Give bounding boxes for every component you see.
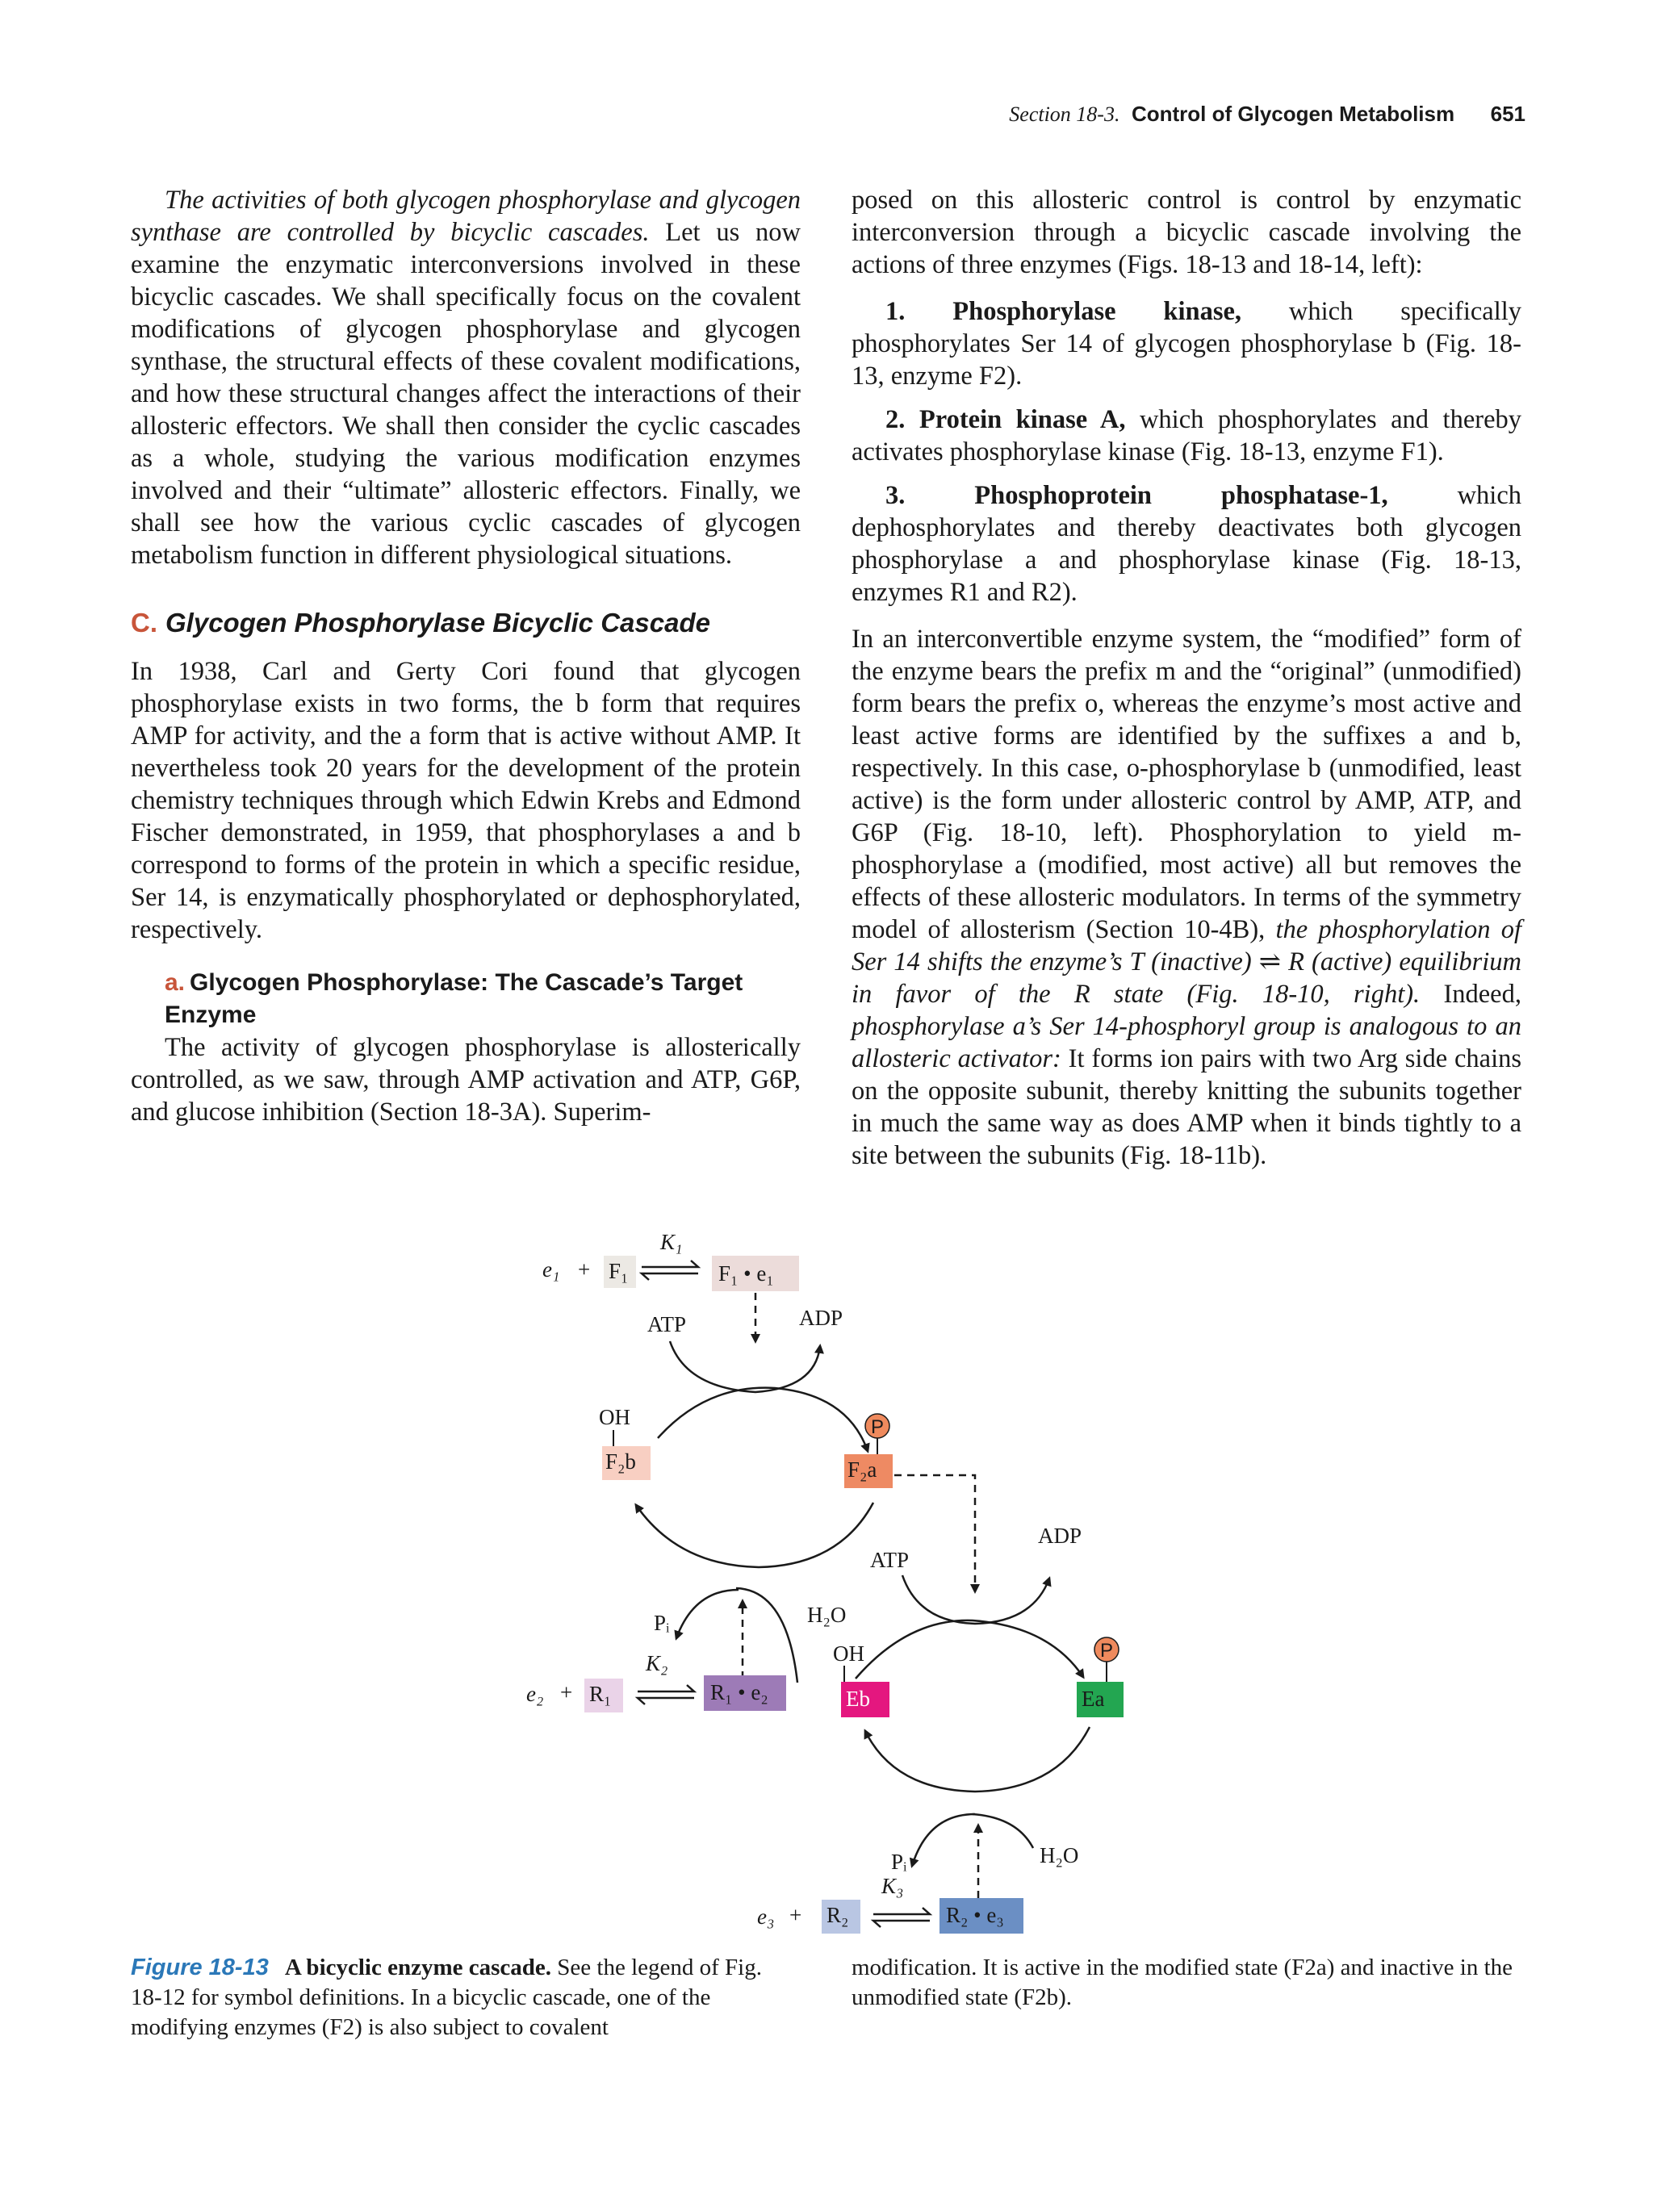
- h2o-intake-curve-1: [736, 1588, 797, 1683]
- section-letter: C.: [131, 608, 157, 638]
- phosphate-label-2: P: [1099, 1640, 1114, 1662]
- item-name: Phosphorylase kinase,: [952, 297, 1242, 326]
- section-reference: Section 18-3.: [1009, 102, 1120, 126]
- cascade-diagram: [500, 1211, 1162, 1961]
- R2e3-label: R₂ • e₃: [946, 1903, 1004, 1927]
- plus-sign-3: +: [789, 1903, 802, 1927]
- oh-label-1: OH: [599, 1405, 630, 1429]
- page-header: [807, 102, 1525, 134]
- item-text: which phosphorylates and thereby activates phosphorylase kinase (Fig. 18-13, enzyme F1).: [852, 405, 1521, 466]
- figure-caption: [131, 1953, 776, 2043]
- section-heading: [131, 607, 801, 639]
- figure-label: Figure 18-13: [131, 1955, 269, 1980]
- dephosphorylation-arc-1: [636, 1503, 873, 1567]
- left-column: [131, 184, 801, 1128]
- para-mid: Indeed,: [1443, 980, 1521, 1009]
- phosphorylation-arc-1: [658, 1388, 868, 1451]
- intro-rest: Let us now examine the enzymatic interconversions involved in these bicyclic cascades. We shall specifically focus on the covalent modifications of glycogen phosphorylase and glycogen synthase, the structural effects of these covalent modifications, and how these structural changes affect the interactions of their allosteric effectors. We shall then consider the cyclic cascades as a whole, studying the various modification enzymes involved and their “ultimate” allosteric effectors. Finally, we shall see how the various cyclic cascades of glycogen metabolism function in different physiological situations.: [131, 218, 801, 570]
- caption-text: See the legend of Fig. 18-12 for symbol definitions. In a bicyclic cascade, one of the modifying enzymes (F2) is also subject to covalent: [131, 1955, 762, 2040]
- K2-label: K₂: [646, 1651, 668, 1675]
- adp-label-1: ADP: [799, 1306, 843, 1330]
- history-paragraph: In 1938, Carl and Gerty Cori found that glycogen phosphorylase exists in two forms, the b form that requires AMP for activity, and the a form that is active without AMP. It nevertheless took 20 years for the development of the protein chemistry techniques through which Edwin Krebs and Edmond Fischer demonstrated, in 1959, that phosphorylases a and b correspond to forms of the protein in which a specific residue, Ser 14, is enzymatically phosphorylated or dephosphorylated, respectively.: [131, 657, 801, 944]
- para-italic-2: phosphorylase a’s Ser 14-phosphoryl group is analogous to an allosteric activator:: [852, 1012, 1521, 1073]
- para-end: It forms ion pairs with two Arg side chains on the opposite subunit, thereby knitting the subunits together in much the same way as does AMP when it binds tightly to a site between the subunits (Fig. 18-11b).: [852, 1044, 1522, 1170]
- item-name: Protein kinase A,: [919, 405, 1126, 434]
- para-italic: the phosphorylation of Ser 14 shifts the enzyme’s T (inactive) ⇌ R (active) equilibrium in favor of the R state (Fig. 18-10, right).: [852, 915, 1521, 1009]
- bicyclic-cascade-figure: [500, 1211, 1162, 1961]
- continued-paragraph: posed on this allosteric control is control by enzymatic interconversion through a bicyclic cascade involving the actions of three enzymes (Figs. 18-13 and 18-14, left):: [852, 186, 1521, 279]
- h2o-label-1: H₂O: [807, 1603, 847, 1627]
- R1-label: R₁: [589, 1682, 612, 1706]
- figure-caption-continued: modification. It is active in the modified state (F2a) and inactive in the unmodified state (F2b).: [852, 1955, 1513, 2010]
- e2-label: e₂: [526, 1682, 544, 1706]
- h2o-label-2: H₂O: [1040, 1843, 1079, 1867]
- atp-label-1: ATP: [647, 1312, 687, 1336]
- R2-label: R₂: [826, 1903, 849, 1927]
- equilibrium-arrow-1: [642, 1261, 698, 1280]
- enzyme-list-item-2: [852, 404, 1521, 468]
- section-title: Glycogen Phosphorylase Bicyclic Cascade: [165, 608, 710, 638]
- e3-label: e₃: [757, 1905, 775, 1929]
- item-text: which dephosphorylates and thereby deactivates both glycogen phosphorylase a and phosphorylase kinase (Fig. 18-13, enzymes R1 and R2).: [852, 481, 1522, 607]
- oh-label-2: OH: [833, 1641, 864, 1666]
- e1-label: e₁: [542, 1257, 560, 1282]
- enzyme-list-item-1: [852, 295, 1521, 392]
- F1-label: F₁: [609, 1259, 629, 1283]
- pi-label-2: Pᵢ: [891, 1850, 907, 1874]
- right-column: [852, 184, 1521, 1172]
- item-number: 2.: [885, 405, 906, 434]
- item-name: Phosphoprotein phosphatase-1,: [974, 481, 1388, 510]
- intro-italic: The activities of both glycogen phosphorylase and glycogen synthase are controlled by bicyclic cascades.: [131, 186, 801, 247]
- h2o-intake-curve-2: [973, 1814, 1033, 1848]
- running-title: Control of Glycogen Metabolism: [1131, 102, 1455, 126]
- atp-adp-arrow-1: [670, 1341, 820, 1392]
- para-text: In an interconvertible enzyme system, the “modified” form of the enzyme bears the prefix m and the “original” (unmodified) form bears the prefix o, whereas the enzyme’s most active and least active forms are identified by the suffixes a and b, respectively. In this case, o-phosphorylase b (unmodified, least active) is the form under allosteric control by AMP, ATP, and G6P (Fig. 18-10, left). Phosphorylation to yield m-phosphorylase a (modified, most active) all but removes the effects of these allosteric modulators. In terms of the symmetry model of allosterism (Section 10-4B),: [852, 625, 1521, 944]
- item-number: 3.: [885, 481, 906, 510]
- K3-label: K₃: [881, 1874, 904, 1898]
- item-number: 1.: [885, 297, 906, 326]
- phosphate-label-1: P: [870, 1416, 885, 1438]
- subsection-letter: a.: [165, 969, 186, 996]
- phosphorylation-arc-2: [856, 1620, 1083, 1679]
- pi-release-arrow-1: [676, 1590, 739, 1638]
- R1e2-label: R₁ • e₂: [710, 1680, 768, 1704]
- intro-paragraph: [131, 184, 801, 571]
- plus-sign-2: +: [560, 1680, 573, 1704]
- equilibrium-arrow-2: [638, 1685, 694, 1704]
- adp-label-2: ADP: [1038, 1524, 1082, 1548]
- pi-release-arrow-2: [912, 1814, 975, 1866]
- atp-label-2: ATP: [870, 1548, 910, 1572]
- plus-sign: +: [578, 1257, 591, 1282]
- F1e1-label: F₁ • e₁: [718, 1261, 774, 1286]
- allosteric-paragraph: The activity of glycogen phosphorylase is allosterically controlled, as we saw, through AMP activation and ATP, G6P, and glucose inhibition (Section 18-3A). Superim-: [131, 1033, 801, 1127]
- activation-dashed-arrow-2: [894, 1475, 975, 1591]
- Ea-label: Ea: [1082, 1687, 1105, 1711]
- Eb-label: Eb: [846, 1687, 870, 1711]
- F2a-label: F₂a: [847, 1457, 877, 1482]
- equilibrium-arrow-3: [873, 1908, 930, 1927]
- item-text: which specifically phosphorylates Ser 14 of glycogen phosphorylase b (Fig. 18-13, enzyme F2).: [852, 297, 1522, 391]
- caption-title: A bicyclic enzyme cascade.: [284, 1955, 552, 1980]
- K1-label: K₁: [660, 1230, 683, 1254]
- dephosphorylation-arc-2: [865, 1727, 1090, 1792]
- page-number: 651: [1490, 102, 1525, 126]
- subsection-title: Glycogen Phosphorylase: The Cascade’s Target Enzyme: [165, 969, 743, 1028]
- F2b-label: F₂b: [605, 1449, 636, 1474]
- enzyme-list-item-3: [852, 479, 1521, 608]
- pi-label-1: Pᵢ: [654, 1611, 670, 1635]
- interconvertible-paragraph: [852, 623, 1521, 1172]
- subsection-heading: [165, 967, 801, 1031]
